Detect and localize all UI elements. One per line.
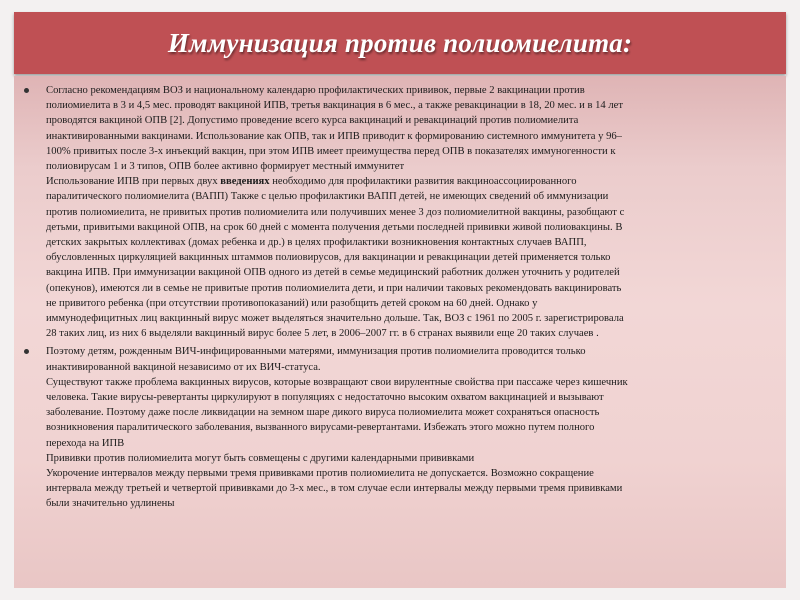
- text-line: проводятся вакциной ОПВ [2]. Допустимо проведение всего курса вакцинаций и ревакцинаций против полиомиелита: [46, 115, 579, 127]
- text-line: инактивированными вакцинами. Использование как ОПВ, так и ИПВ приводит к формированию системного иммунитета у 96–: [46, 130, 622, 142]
- text-line: заболевание. Поэтому даже после ликвидации на земном шаре дикого вируса полиомиелита может сохраняться опасность: [46, 407, 600, 419]
- title-band: [14, 12, 786, 74]
- text-line: иммунодефицитных лиц вакцинный вирус может выделяться значительно дольше. Так, ВОЗ с 1961 по 2005 г. зарегистрировала: [46, 313, 624, 325]
- text-line: против полиомиелита, не привитых против полиомиелита или получивших менее 3 доз полиомиелитной вакцины, разобщают с: [46, 206, 625, 218]
- text-line: вакцина ИПВ. При иммунизации вакциной ОПВ одного из детей в семье медицинский работник должен уточнить у родителей: [46, 267, 620, 279]
- text-line: (опекунов), имеются ли в семье не привитые против полиомиелита дети, и при наличии таковых рекомендовать вакцинировать: [46, 282, 622, 294]
- text-line: 100% привитых после 3-х инъекций вакцин, при этом ИПВ имеет преимущества перед ОПВ в показателях иммуногенности к: [46, 145, 616, 157]
- paragraph-text: [46, 344, 776, 511]
- paragraph-text: [46, 83, 776, 341]
- list-item: [46, 83, 776, 341]
- content-area: [14, 76, 786, 588]
- bold-text: введениях: [220, 176, 270, 188]
- bullet-icon: [24, 88, 29, 93]
- text-line: паралитического полиомиелита (ВАПП) Также с целью профилактики ВАПП детей, не имеющих сведений об иммунизации: [46, 191, 609, 203]
- text-line: Использование ИПВ при первых двух: [46, 176, 221, 188]
- text-line: полиовирусам 1 и 3 типов, ОПВ более активно формирует местный иммунитет: [46, 161, 405, 173]
- text-line: человека. Такие вирусы-ревертанты циркулируют в популяциях с недостаточно высоким охватом вакцинацией и вызывают: [46, 392, 604, 404]
- text-line: перехода на ИПВ: [46, 437, 125, 449]
- text-line: были значительно удлинены: [46, 498, 175, 510]
- text-line: Прививки против полиомиелита могут быть совмещены с другими календарными прививками: [46, 452, 475, 464]
- text-line: детских закрытых коллективах (домах ребенка и др.) в целях профилактики возникновения контактных случаев ВАПП,: [46, 237, 587, 249]
- bullet-icon: [24, 349, 29, 354]
- text-line: Поэтому детям, рожденным ВИЧ-инфицированными матерями, иммунизация против полиомиелита проводится только: [46, 346, 586, 358]
- text-line: 28 таких лиц, из них 6 выделяли вакцинный вирус более 5 лет, в 2006–2007 гг. в 6 странах выявили еще 20 таких случаев .: [46, 328, 599, 340]
- text-line: необходимо для профилактики развития вакциноассоциированного: [269, 176, 577, 188]
- slide-title: Иммунизация против полиомиелита:: [167, 27, 633, 58]
- text-line: обусловленных циркуляцией вакцинных штаммов полиовирусов, для вакцинации и ревакцинации детей применяется только: [46, 252, 611, 264]
- text-line: возникновения паралитического заболевания, вызванного вирусами-ревертантами. Избежать этого можно путем полного: [46, 422, 595, 434]
- text-line: интервала между третьей и четвертой прививками до 3-х мес., в том случае если интервалы между первыми тремя прививками: [46, 483, 623, 495]
- text-line: детьми, привитыми вакциной ОПВ, на срок 60 дней с момента получения детьми последней прививки живой полиовакцины. В: [46, 221, 623, 233]
- text-line: Существуют также проблема вакцинных вирусов, которые возвращают свои вирулентные свойства при пассаже через кишечник: [46, 376, 628, 388]
- text-line: Укорочение интервалов между первыми тремя прививками против полиомиелита не допускается. Возможно сокращение: [46, 468, 594, 480]
- text-line: полиомиелита в 3 и 4,5 мес. проводят вакциной ИПВ, третья вакцинация в 6 мес., а также ревакцинации в 18, 20 мес. и в 14 лет: [46, 100, 623, 112]
- text-line: не привитого ребенка (при отсутствии противопоказаний) или разобщить детей сроком на 60 дней. Однако у: [46, 297, 538, 309]
- text-line: Согласно рекомендациям ВОЗ и национальному календарю профилактических прививок, первые 2 вакцинации против: [46, 85, 585, 96]
- text-line: инактивированной вакциной независимо от их ВИЧ-статуса.: [46, 361, 321, 373]
- list-item: [46, 344, 776, 511]
- bullet-list: [46, 83, 776, 512]
